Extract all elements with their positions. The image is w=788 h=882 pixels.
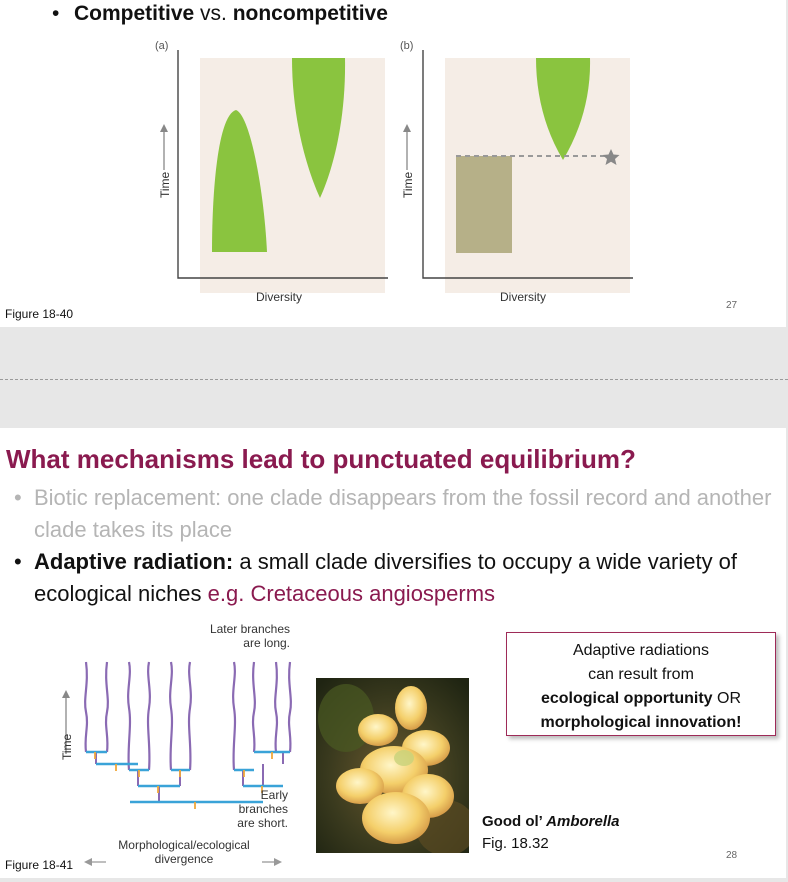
early-note-line-2: branches xyxy=(238,802,288,816)
figure-label: Figure 18-40 xyxy=(5,307,74,321)
panel-b-olive-clade xyxy=(456,156,512,253)
panel-a-chart xyxy=(140,40,390,300)
callout-box xyxy=(506,632,776,736)
panel-b-y-label: Time xyxy=(401,171,415,198)
lineage-1 xyxy=(85,662,87,752)
caption-species: Amborella xyxy=(546,813,620,830)
later-note-line-2: are long. xyxy=(243,636,290,650)
lineage-6 xyxy=(189,662,191,770)
photo-caption xyxy=(482,811,620,855)
up-arrow-icon xyxy=(403,124,411,170)
bullet-text: Biotic replacement: one clade disappears from the fossil record and another clade takes its place xyxy=(34,485,772,542)
panel-b-letter: (b) xyxy=(400,40,414,52)
early-note-line-1: Early xyxy=(260,788,288,802)
vs-text: vs. xyxy=(194,2,233,25)
competitive-text: Competitive xyxy=(74,2,195,25)
adaptive-radiation-definition: a small clade diversifies to occupy a wide variety of ecological niches xyxy=(34,549,738,606)
amborella-photo xyxy=(316,678,469,853)
bullet-text xyxy=(34,546,774,610)
divergence-label xyxy=(98,838,270,866)
bullet-dot: • xyxy=(14,485,22,510)
lineage-2 xyxy=(106,662,108,752)
slide-number: 27 xyxy=(726,300,738,311)
callout-line-3 xyxy=(507,687,775,711)
morphological-innovation-text: morphological innovation! xyxy=(540,714,742,731)
ecological-opportunity-text: ecological opportunity xyxy=(540,690,713,707)
panel-a-x-label: Diversity xyxy=(256,290,303,304)
divergence-line-1: Morphological/ecological xyxy=(118,838,250,852)
lineage-10 xyxy=(289,662,291,752)
adaptive-radiation-term: Adaptive radiation: xyxy=(34,549,234,574)
lineage-5 xyxy=(170,662,172,770)
caption-line-1 xyxy=(482,811,620,833)
figure-label: Figure 18-41 xyxy=(5,858,74,872)
early-note-line-3: are short. xyxy=(237,816,288,830)
lineage-4 xyxy=(148,662,150,770)
caption-prefix: Good ol’ xyxy=(482,813,547,830)
lineage-9 xyxy=(275,662,277,752)
slide-27 xyxy=(0,0,786,327)
callout-line-1: Adaptive radiations xyxy=(572,642,710,659)
example-text: e.g. Cretaceous angiosperms xyxy=(207,581,496,606)
caption-line-2: Fig. 18.32 xyxy=(482,835,549,852)
lineage-8 xyxy=(253,662,255,752)
panel-a-letter: (a) xyxy=(155,40,169,52)
slide-28 xyxy=(0,428,786,878)
slide-number: 28 xyxy=(726,850,738,861)
divergence-line-2: divergence xyxy=(154,852,214,866)
early-branches-note xyxy=(200,788,288,830)
callout-line-2: can result from xyxy=(588,666,694,683)
slide-separator xyxy=(0,379,788,380)
callout-line-4 xyxy=(507,711,775,735)
panel-b-x-label: Diversity xyxy=(500,290,547,304)
up-arrow-icon xyxy=(160,124,168,170)
lineage-7 xyxy=(233,662,235,770)
later-note-line-1: Later branches xyxy=(209,622,290,636)
bullet-dot: • xyxy=(52,2,60,25)
slide-title: What mechanisms lead to punctuated equilibrium? xyxy=(6,444,636,474)
lineage-3 xyxy=(128,662,130,770)
bullet-text xyxy=(74,2,388,26)
noncompetitive-text: noncompetitive xyxy=(232,2,388,25)
or-text: OR xyxy=(712,690,741,707)
lineages xyxy=(85,662,291,770)
tree-y-label: Time xyxy=(60,733,74,760)
bullet-dot: • xyxy=(14,549,22,574)
panel-b-chart xyxy=(385,40,635,300)
panel-a-y-label: Time xyxy=(158,171,172,198)
